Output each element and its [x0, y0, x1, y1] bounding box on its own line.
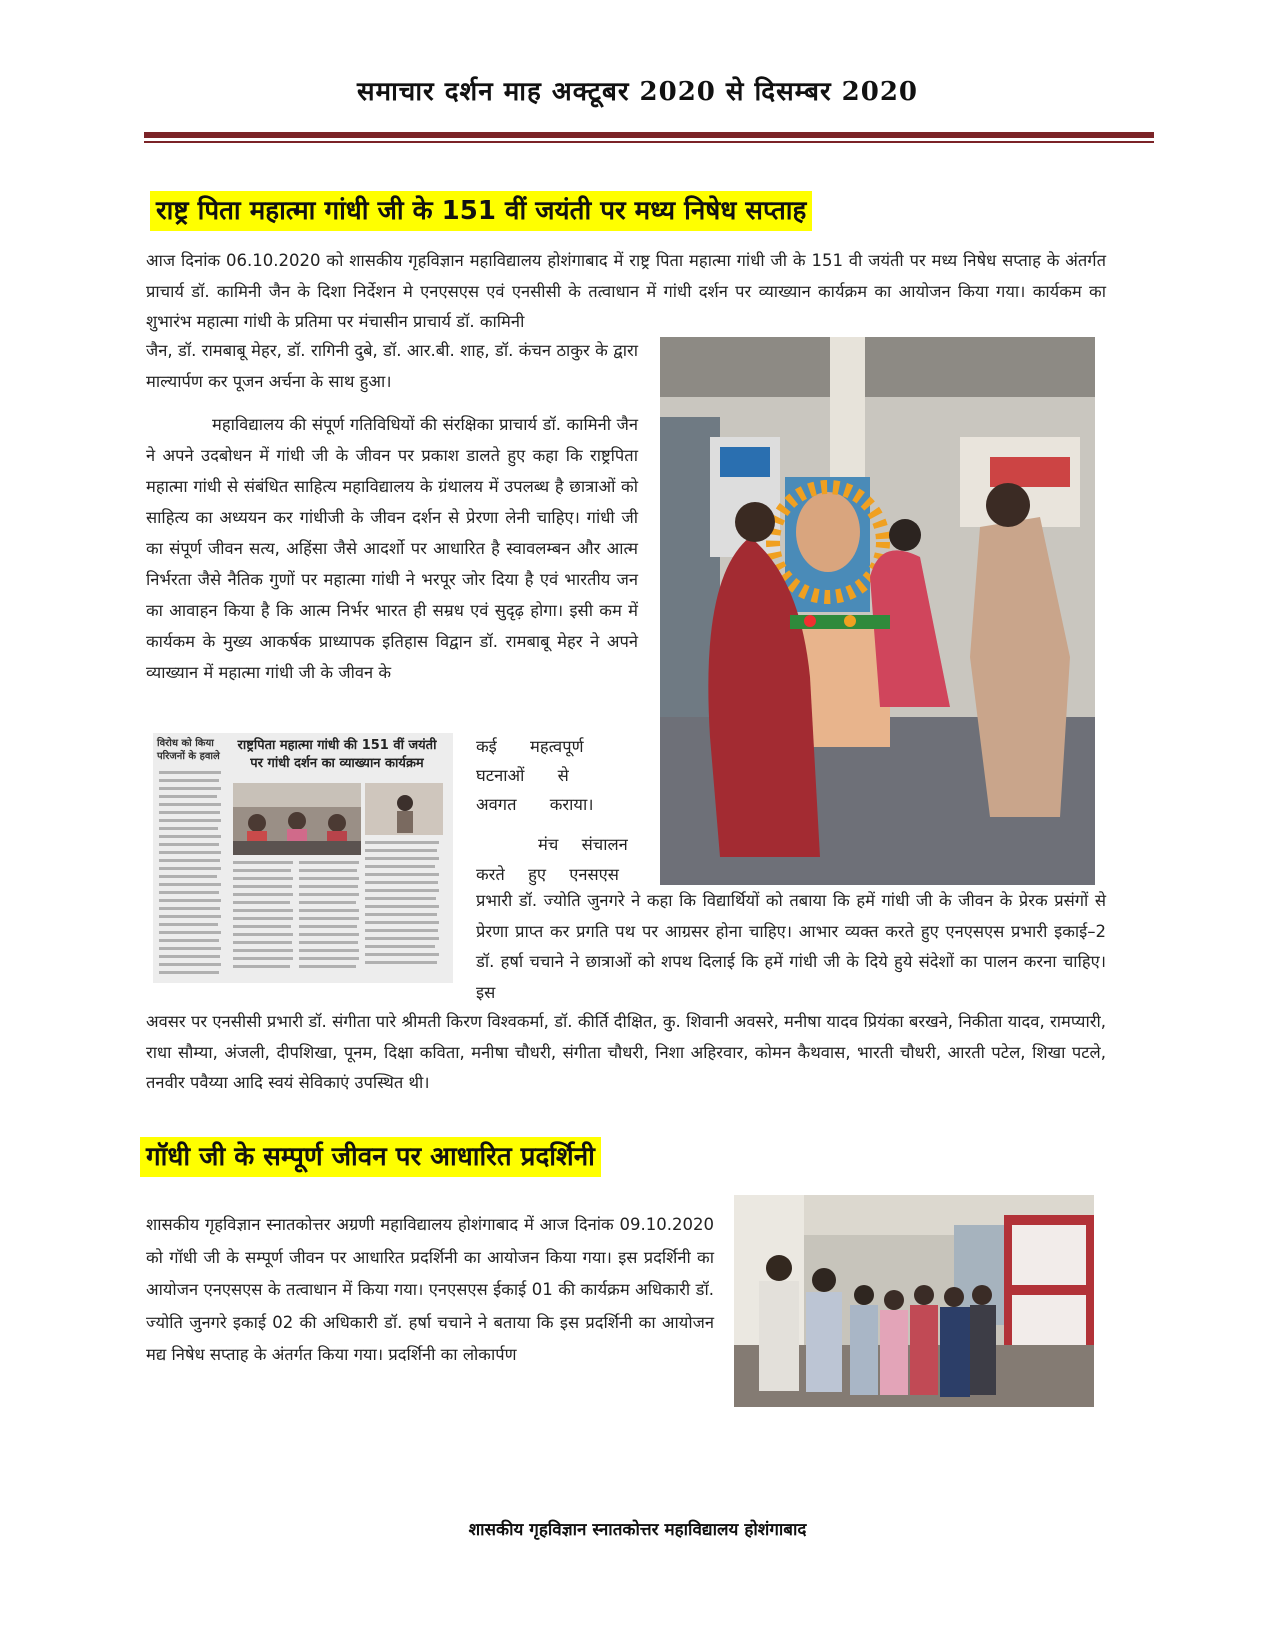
masthead-rule [144, 132, 1154, 138]
exhibition-photo [734, 1195, 1094, 1407]
article2-body: शासकीय गृहविज्ञान स्नातकोत्तर अग्रणी महाविद्यालय होशंगाबाद में आज दिनांक 09.10.2020 को गॉधी जी के सम्पूर्ण जीवन पर आधारित प्रदर्शिनी का आयोजन किया गया। इस प्रदर्शिनी का आयोजन एनएसएस के तत्वाधान में किया गया। एनएसएस ईकाई 01 की कार्यक्रम अधिकारी डॉ. ज्योति जुनगरे इकाई 02 की अधिकारी डॉ. हर्षा चचाने ने बताया कि इस प्रदर्शिनी का आयोजन मद्य निषेध सप्ताह के अंतर्गत किया गया। प्रदर्शिनी का लोकार्पण [146, 1215, 714, 1364]
article1-paragraph-3-start: मंच संचालन करते हुए एनसएस [476, 835, 628, 884]
article1-paragraph-3-end: अवसर पर एनसीसी प्रभारी डॉ. संगीता पारे श्रीमती किरण विश्वकर्मा, डॉ. कीर्ति दीक्षित, कु. शिवानी अवसरे, मनीषा यादव प्रियंका बरखने, निकीता यादव, रामप्यारी, राधा सौम्या, अंजली, दीपशिखा, पूनम, दिक्षा कविता, मनीषा चौधरी, संगीता चौधरी, निशा अहिरवार, कोमन कैथवास, भारती चौधरी, आरती पटेल, शिखा पटले, तनवीर पवैय्या आदि स्वयं सेविकाएं उपस्थित थी। [146, 1012, 1106, 1092]
newspaper-clipping [153, 733, 453, 983]
article2-headline: गॉधी जी के सम्पूर्ण जीवन पर आधारित प्रदर्शिनी [140, 1137, 601, 1177]
article1-paragraph-2-continued: कई महत्वपूर्ण घटनाओं से अवगत कराया। [476, 737, 594, 814]
article1-headline: राष्ट्र पिता महात्मा गांधी जी के 151 वीं जयंती पर मध्य निषेध सप्ताह [150, 191, 812, 231]
gandhi-tribute-photo [660, 337, 1095, 885]
article1-intro: आज दिनांक 06.10.2020 को शासकीय गृहविज्ञान महाविद्यालय होशंगाबाद में राष्ट्र पिता महात्मा गांधी जी के 151 वी जयंती पर मध्य निषेध सप्ताह के अंतर्गत प्राचार्य डॉ. कामिनी जैन के दिशा निर्देशन मे एनएसएस एवं एनसीसी के तत्वाधान में गांधी दर्शन पर व्याख्यान कार्यक्रम का आयोजन किया गया। कार्यकम का शुभारंभ महात्मा गांधी के प्रतिमा पर मंचासीन प्राचार्य डॉ. कामिनी [146, 251, 1106, 331]
clipping-headline: राष्ट्रपिता महात्मा गांधी की 151 वीं जयंती पर गांधी दर्शन का व्याख्यान कार्यक्रम [237, 738, 437, 771]
masthead-title: समाचार दर्शन माह अक्टूबर 2020 से दिसम्बर 2020 [356, 77, 919, 107]
article1-paragraph-3: प्रभारी डॉ. ज्योति जुनगरे ने कहा कि विद्यार्थियों को तबाया कि हमें गांधी जी के जीवन के प्रेरक प्रसंगों से प्रेरणा प्राप्त कर प्रगति पथ पर आग्रसर होना चाहिए। आभार व्यक्त करते हुए एनएसएस प्रभारी इकाई–2 डॉ. हर्षा चचाने ने छात्राओं को शपथ दिलाई कि हमें गांधी जी के दिये हुये संदेशों का पालन करना चाहिए। इस [476, 891, 1106, 1002]
article1-intro-continued: जैन, डॉ. रामबाबू मेहर, डॉ. रागिनी दुबे, डॉ. आर.बी. शाह, डॉ. कंचन ठाकुर के द्वारा माल्यार्पण कर पूजन अर्चना के साथ हुआ। [146, 341, 638, 391]
masthead-rule-thin [144, 141, 1154, 143]
footer-college-name: शासकीय गृहविज्ञान स्नातकोत्तर महाविद्यालय होशंगाबाद [468, 1520, 807, 1540]
clipping-side-heading: विरोध को किया परिजनों के हवाले [157, 738, 220, 762]
article1-paragraph-2: महाविद्यालय की संपूर्ण गतिविधियों की संरक्षिका प्राचार्य डॉ. कामिनी जैन ने अपने उदबोधन में गांधी जी के जीवन पर प्रकाश डालते हुए कहा कि राष्ट्रपिता महात्मा गांधी से संबंधित साहित्य महाविद्यालय के ग्रंथालय में उपलब्ध है छात्राओं को साहित्य का अध्ययन कर गांधीजी के जीवन दर्शन से प्रेरणा लेनी चाहिए। गांधी जी का संपूर्ण जीवन सत्य, अहिंसा जैसे आदर्शो पर आधारित है स्वावलम्बन और आत्म निर्भरता जैसे नैतिक गुणों पर महात्मा गांधी ने भरपूर जोर दिया है एवं भारतीय जन का आवाहन किया है कि आत्म निर्भर भारत ही सम्रध एवं सुदृढ़ होगा। इसी कम में कार्यकम के मुख्य आकर्षक प्राध्यापक इतिहास विद्वान डॉ. रामबाबू मेहर ने अपने व्याख्यान में महात्मा गांधी जी के जीवन के [146, 415, 638, 682]
